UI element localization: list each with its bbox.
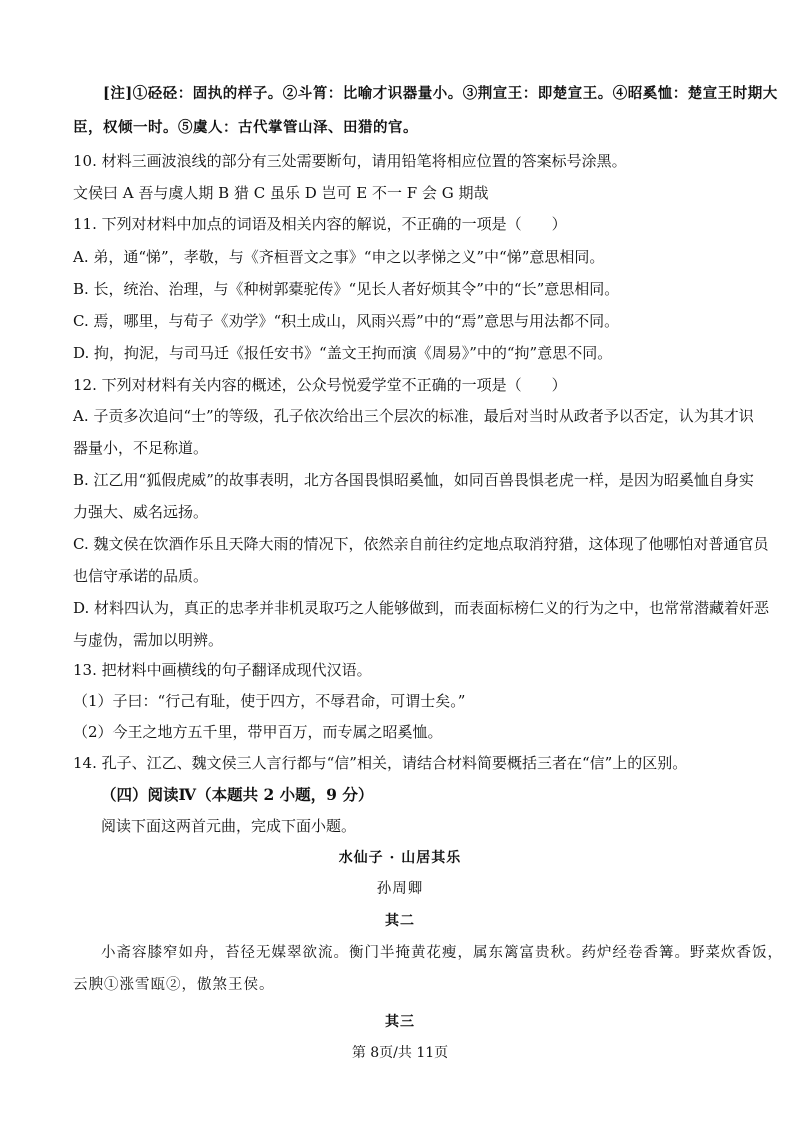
question-12-option-d-line1: D. 材料四认为，真正的忠孝并非机灵取巧之人能够做到，而表面标榜仁义的行为之中，也常常潜藏着奸恶 <box>73 599 770 617</box>
poem-part-2-label: 其二 <box>385 913 415 929</box>
question-12-option-c-line1: C. 魏文侯在饮酒作乐且天降大雨的情况下，依然亲自前往约定地点取消狩猎，这体现了他哪怕对普通官员 <box>73 535 769 553</box>
section-4-intro: 阅读下面这两首元曲，完成下面小题。 <box>101 817 357 835</box>
question-11-option-a: A. 弟，通“悌”，孝敬，与《齐桓晋文之事》“申之以孝悌之义”中“悌”意思相同。 <box>73 248 605 266</box>
question-13-sentence-2: （2）今王之地方五千里，带甲百万，而专属之昭奚恤。 <box>73 723 443 741</box>
question-10-text: 文侯曰 A 吾与虞人期 B 猎 C 虽乐 D 岂可 E 不一 F 会 G 期哉 <box>73 184 489 202</box>
question-11-option-b: B. 长，统治、治理，与《种树郭橐驼传》“见长人者好烦其令”中的“长”意思相同。 <box>73 280 620 298</box>
question-12-option-a-line1: A. 子贡多次追问“士”的等级，孔子依次给出三个层次的标准，最后对当时从政者予以否定，认为其才识 <box>73 407 754 425</box>
page-footer: 第 8页/共 11页 <box>351 1045 449 1061</box>
question-12-option-b-line1: B. 江乙用“狐假虎威”的故事表明，北方各国畏惧昭奚恤，如同百兽畏惧老虎一样，是因为昭奚恤自身实 <box>73 471 754 489</box>
question-14-stem: 14. 孔子、江乙、魏文侯三人言行都与“信”相关，请结合材料简要概括三者在“信”上的区别。 <box>73 754 688 772</box>
question-11-option-c: C. 焉，哪里，与荀子《劝学》“积土成山，风雨兴焉”中的“焉”意思与用法都不同。 <box>73 312 620 330</box>
section-4-heading: （四）阅读Ⅳ（本题共 2 小题，9 分） <box>101 785 374 804</box>
question-11-option-d: D. 拘，拘泥，与司马迁《报任安书》“盖文王拘而演《周易》”中的“拘”意思不同。 <box>73 344 613 362</box>
poem-title: 水仙子 · 山居其乐 <box>338 850 462 866</box>
question-12-option-b-line2: 力强大、威名远扬。 <box>73 503 209 521</box>
question-13-stem: 13. 把材料中画横线的句子翻译成现代汉语。 <box>73 661 372 679</box>
question-12-stem: 12. 下列对材料有关内容的概述，公众号悦爱学堂不正确的一项是（ ） <box>73 376 567 394</box>
question-13-sentence-1: （1）子曰：“行己有耻，使于四方，不辱君命，可谓士矣。” <box>73 692 466 710</box>
poem-part-3-label: 其三 <box>385 1014 415 1030</box>
question-12-option-a-line2: 器量小，不足称道。 <box>73 439 209 457</box>
question-12-option-c-line2: 也信守承诺的品质。 <box>73 567 209 585</box>
question-11-stem: 11. 下列对材料中加点的词语及相关内容的解说，不正确的一项是（ ） <box>73 215 567 233</box>
poem-author: 孙周卿 <box>376 881 424 897</box>
question-12-option-d-line2: 与虚伪，需加以明辨。 <box>73 631 224 649</box>
note-line-2: 臣，权倾一时。⑤虞人：古代掌管山泽、田猎的官。 <box>73 119 418 136</box>
poem-part-2-line-1: 小斋容膝窄如舟，苔径无媒翠欲流。衡门半掩黄花瘦，属东篱富贵秋。药炉经卷香篝。野菜炊香饭， <box>101 945 783 961</box>
question-10-stem: 10. 材料三画波浪线的部分有三处需要断句，请用铅笔将相应位置的答案标号涂黑。 <box>73 152 627 170</box>
poem-part-2-line-2: 云腴①涨雪瓯②，傲煞王侯。 <box>73 977 275 993</box>
note-line-1: [注]①硁硁：固执的样子。②斗筲：比喻才识器量小。③荆宣王：即楚宣王。④昭奚恤：楚宣王时期大 <box>103 85 778 102</box>
